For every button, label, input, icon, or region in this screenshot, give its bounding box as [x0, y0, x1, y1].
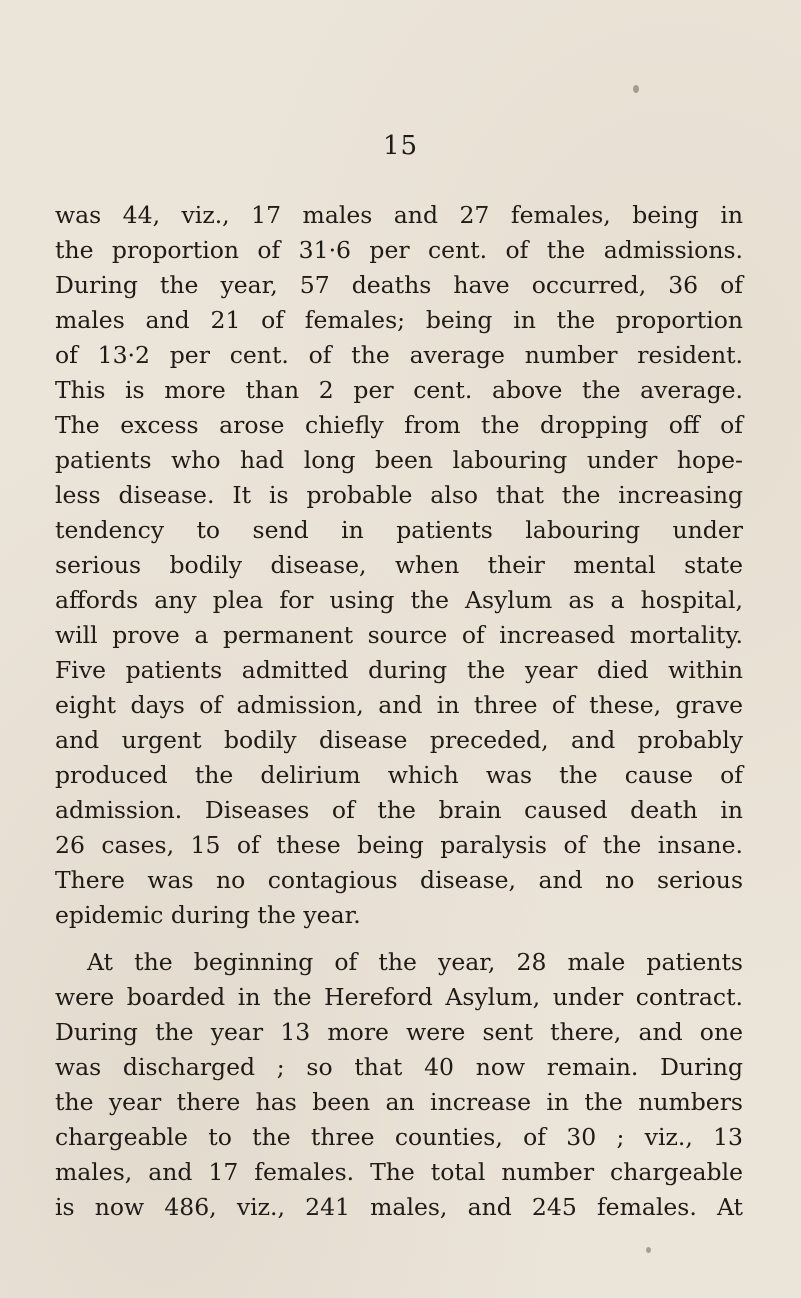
text-line: During the year, 57 deaths have occurred, 36 of: [55, 271, 743, 299]
text-line: eight days of admission, and in three of these, grave: [55, 691, 743, 719]
text-line: produced the delirium which was the cause of: [55, 761, 743, 789]
text-line: This is more than 2 per cent. above the average.: [55, 376, 743, 404]
page-number: 15: [382, 131, 419, 161]
text-line: There was no contagious disease, and no serious: [55, 866, 743, 894]
text-line: 26 cases, 15 of these being paralysis of the insane.: [55, 831, 743, 859]
text-line: the year there has been an increase in the numbers: [55, 1088, 743, 1116]
text-line: serious bodily disease, when their mental state: [55, 551, 743, 579]
body-text: [55, 198, 743, 1225]
text-line: and urgent bodily disease preceded, and probably: [55, 726, 743, 754]
text-line: males and 21 of females; being in the proportion: [55, 306, 743, 334]
text-line: chargeable to the three counties, of 30 ; viz., 13: [55, 1123, 743, 1151]
paragraph-gap: [55, 933, 743, 945]
text-line: of 13·2 per cent. of the average number resident.: [55, 341, 743, 369]
text-line: less disease. It is probable also that the increasing: [55, 481, 743, 509]
text-line: was discharged ; so that 40 now remain. During: [55, 1053, 743, 1081]
text-line: will prove a permanent source of increased mortality.: [55, 621, 743, 649]
text-line: admission. Diseases of the brain caused death in: [55, 796, 743, 824]
text-line: was 44, viz., 17 males and 27 females, being in: [55, 201, 743, 229]
text-line: The excess arose chiefly from the dropping off of: [55, 411, 743, 439]
text-line: Five patients admitted during the year died within: [55, 656, 743, 684]
text-line: epidemic during the year.: [55, 901, 361, 929]
paper-speck: [646, 1247, 651, 1253]
text-line: During the year 13 more were sent there, and one: [55, 1018, 743, 1046]
text-line: were boarded in the Hereford Asylum, under contract.: [55, 983, 743, 1011]
text-line: At the beginning of the year, 28 male patients: [87, 948, 743, 976]
text-line: males, and 17 females. The total number chargeable: [55, 1158, 743, 1186]
text-line: patients who had long been labouring under hope-: [55, 446, 743, 474]
text-line: the proportion of 31·6 per cent. of the admissions.: [55, 236, 743, 264]
text-line: tendency to send in patients labouring under: [55, 516, 743, 544]
text-line: is now 486, viz., 241 males, and 245 females. At: [55, 1193, 743, 1221]
text-line: affords any plea for using the Asylum as a hospital,: [55, 586, 743, 614]
paper-speck: [633, 85, 639, 93]
